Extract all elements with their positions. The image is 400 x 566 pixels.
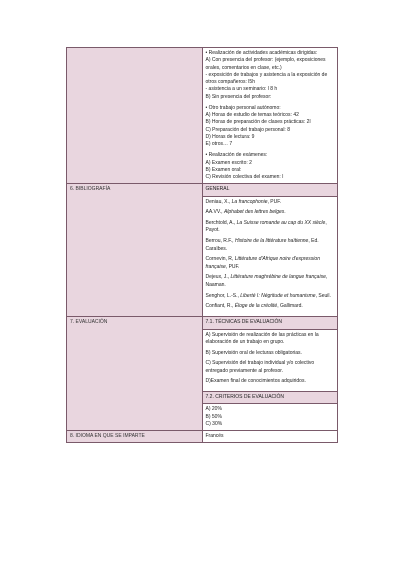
activity-line: - asistencia a un seminario: l 8 h [205, 86, 278, 93]
bibliography-entry [206, 256, 335, 271]
reference-author: Cornevin, R, [205, 256, 235, 263]
evaluation-techniques-list [202, 329, 338, 392]
activities-row [67, 48, 338, 184]
evaluation-technique: A) Supervisión de realización de las prácticas en la elaboración de un trabajo en grupo. [205, 331, 319, 345]
bibliography-entry [206, 293, 335, 300]
reference-author: Senghor, L.-S., [205, 292, 241, 299]
reference-title: La Suisse romande au cap du XX siècle [236, 220, 326, 227]
reference-publisher: , Seuil. [315, 292, 331, 299]
activity-line: D) Horas de lectura: 9 [205, 133, 255, 140]
reference-author: Dejeux, J., [205, 274, 231, 281]
language-row [67, 431, 338, 443]
language-label: 8. IDIOMA EN QUE SE IMPARTE [67, 431, 203, 443]
reference-title: Liberté I: Négritude et humanisme [240, 292, 316, 299]
reference-publisher: , Ed. Caraïbes. [205, 238, 319, 252]
bibliography-entry [206, 303, 335, 310]
evaluation-criteria-list [202, 404, 338, 431]
activity-line: • Realización de actividades académicas dirigidas: [205, 50, 318, 56]
evaluation-criteria-header: 7.2. CRITERIOS DE EVALUACIÓN [202, 392, 338, 404]
evaluation-criterion: C) 30% [205, 420, 223, 427]
activity-line: B) Horas de preparación de clases prácticas: 2l [205, 119, 311, 126]
activity-line: B) Examen oral: [205, 166, 242, 173]
reference-title: Alphabet des lettres belges [223, 209, 285, 216]
reference-title: Littérature d'Afrique noire d'expression française [205, 256, 320, 270]
reference-author: Confiant, R., [205, 303, 235, 310]
course-table [66, 47, 338, 443]
activity-line: E) otros… 7 [205, 141, 233, 147]
activity-line: • Realización de exámenes: [205, 152, 268, 159]
bibliography-general-header: GENERAL [202, 184, 338, 196]
reference-title: Histoire de la littérature haïtienne [234, 238, 309, 245]
activities-content [202, 48, 338, 184]
reference-author: AA.VV., [205, 209, 224, 216]
bibliography-entry [206, 238, 335, 253]
reference-publisher: . [284, 209, 286, 216]
reference-author: Berrou, R.F., [205, 238, 235, 245]
bibliography-label: 6. BIBLIOGRAFÍA [67, 184, 203, 317]
bibliography-entry [206, 199, 335, 206]
activity-line: A) Examen escrito: 2 [205, 159, 252, 166]
evaluation-criterion: A) 20% [205, 406, 222, 413]
autonomous-work-block [206, 105, 335, 149]
evaluation-technique: D)Examen final de conocimientos adquiridos. [205, 378, 306, 385]
activities-label-cell [67, 48, 203, 184]
activity-line: - exposición de trabajos y asistencia a la exposición de otros compañeros: l5h [205, 71, 328, 85]
activity-line: A) Horas de estudio de temas teóricos: 42 [205, 112, 299, 118]
evaluation-techniques-header: 7.1. TÉCNICAS DE EVALUACIÓN [202, 317, 338, 329]
reference-publisher: , Gallimard. [277, 303, 303, 310]
language-value: Francés [202, 431, 338, 443]
evaluation-label: 7. EVALUACIÓN [67, 317, 203, 431]
reference-author: Deniau, X., [205, 198, 232, 205]
activity-line: B) Sin presencia del profesor: [205, 93, 272, 100]
evaluation-technique: C) Supervisión del trabajo individual y/o colectivo entregado previamente al profesor. [205, 360, 315, 374]
reference-title: Éloge de la créolité [234, 303, 278, 310]
exams-block [206, 152, 335, 181]
evaluation-technique: B) Supervisión oral de lecturas obligatorias. [205, 349, 302, 356]
bibliography-list [202, 196, 338, 317]
reference-publisher: , PUF. [267, 198, 282, 205]
evaluation-techniques-header-row [67, 317, 338, 329]
reference-title: La francophonie [231, 198, 268, 205]
activity-line: C) Revisión colectiva del examen: l [205, 174, 284, 180]
activity-line: A) Con presencia del profesor: (ejemplo, exposiciones orales, comentarios en clase, etc.) [205, 57, 326, 71]
reference-title: Littérature maghrébine de langue française [230, 274, 326, 281]
bibliography-entry [206, 274, 335, 289]
activity-line: • Otro trabajo personal autónomo: [205, 104, 281, 111]
bibliography-entry [206, 220, 335, 235]
reference-publisher: , PUF. [225, 263, 240, 270]
activity-line: C) Preparación del trabajo personal: 8 [205, 126, 290, 133]
bibliography-entry [206, 209, 335, 216]
academic-activities-block [206, 50, 335, 101]
reference-publisher: , Payot. [205, 220, 327, 234]
reference-publisher: , Naaman. [205, 274, 328, 288]
reference-author: Berchtold, A., [205, 220, 237, 227]
bibliography-header-row [67, 184, 338, 196]
evaluation-criterion: B) 50% [205, 413, 222, 420]
